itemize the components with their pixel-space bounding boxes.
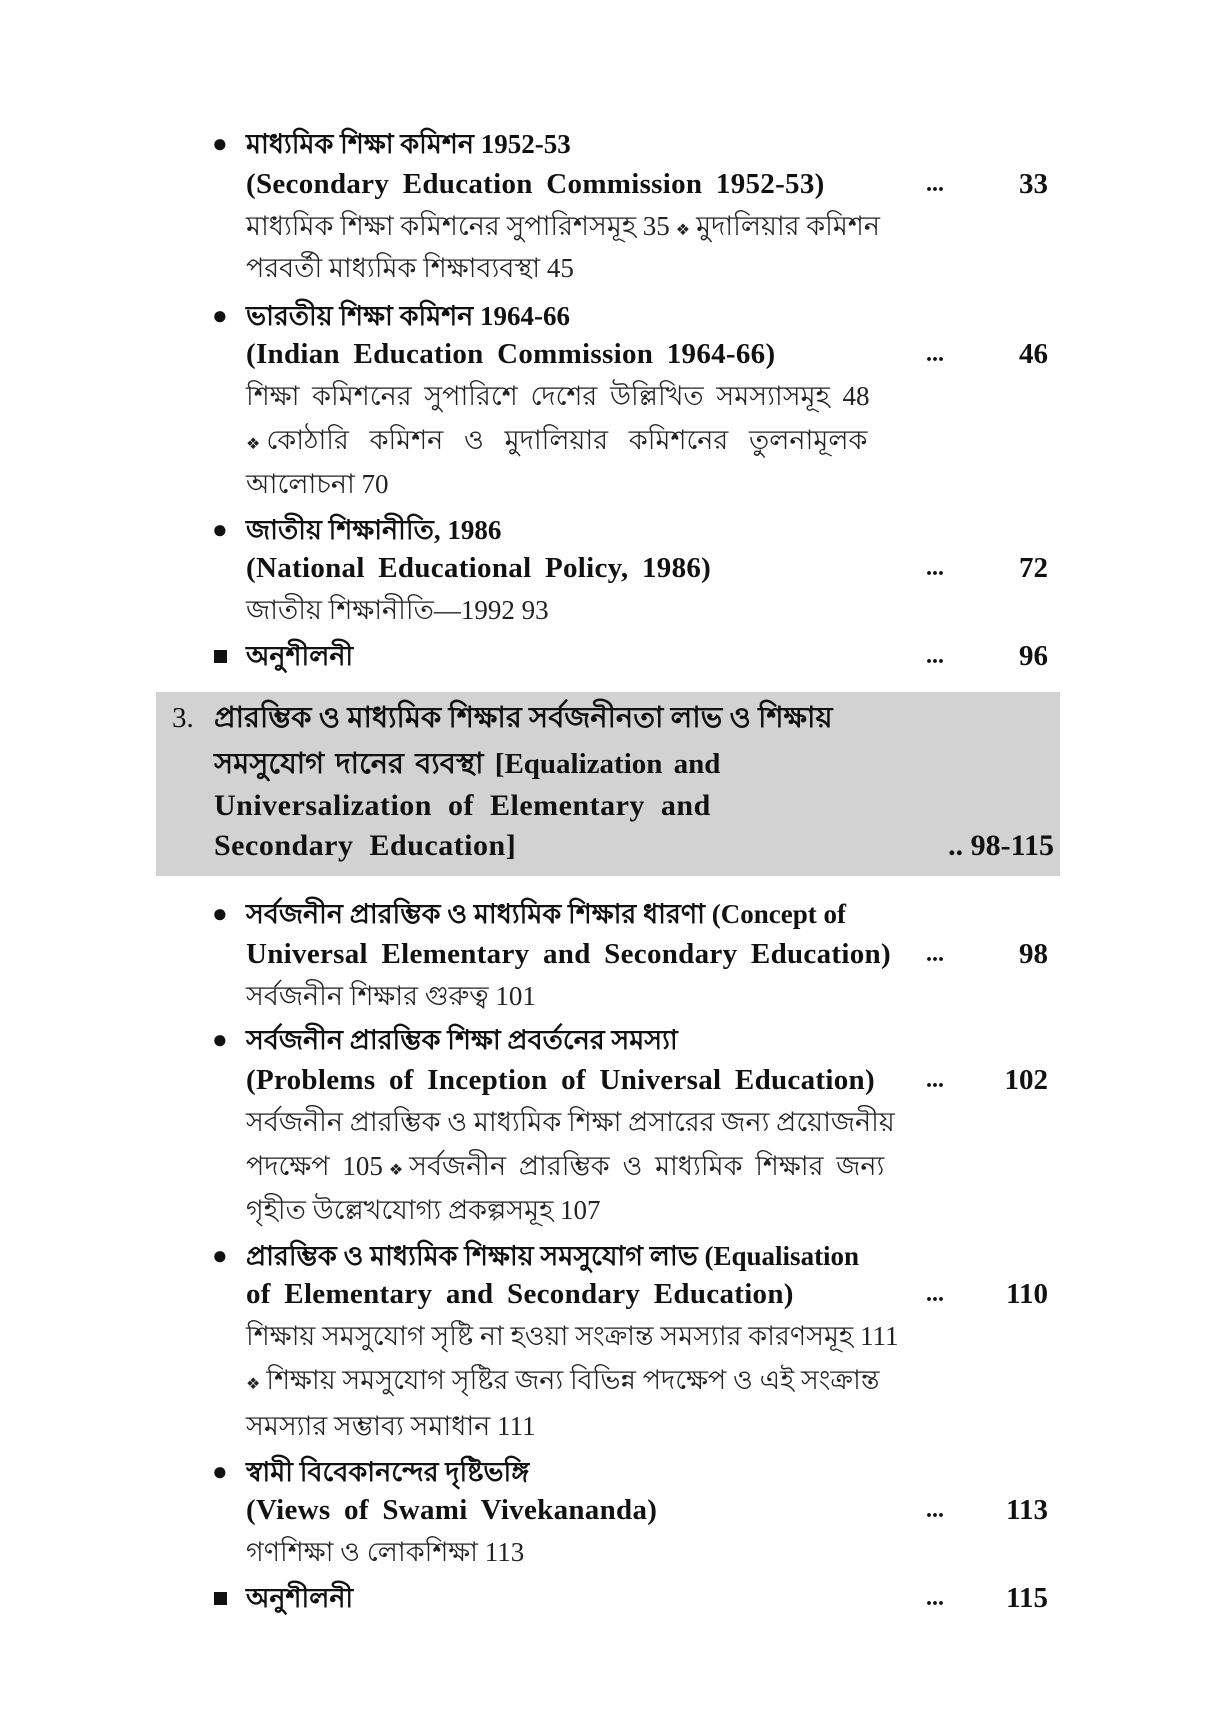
- subtopics-line: [0, 1406, 1214, 1446]
- subtopic: সর্বজনীন প্রারম্ভিক ও মাধ্যমিক শিক্ষার জন্য: [409, 1151, 885, 1181]
- toc-entry-vivekananda[interactable]: [0, 1490, 1214, 1530]
- toc-entry-secondary-commission[interactable]: [0, 164, 1214, 204]
- leader-dots: ...: [926, 171, 944, 197]
- section-bengali-title: স্বামী বিবেকানন্দের দৃষ্টিভঙ্গি: [246, 1457, 530, 1487]
- section-title: প্রারম্ভিক ও মাধ্যমিক শিক্ষায় সমসুযোগ লাভ (Equalisation: [246, 1241, 860, 1271]
- subtopic: সমস্যার সম্ভাব্য সমাধান 111: [246, 1411, 536, 1441]
- subtopic: মুদালিয়ার কমিশন: [696, 211, 880, 241]
- page-number: 46: [1019, 338, 1048, 370]
- diamond-separator-icon: ❖: [388, 1162, 404, 1179]
- chapter-title-line: [156, 698, 1060, 738]
- toc-section-secondary-commission-heading: [0, 124, 1214, 164]
- page-number: 113: [1006, 1494, 1048, 1526]
- bullet-icon: ●: [212, 1025, 228, 1054]
- toc-entry-exercise[interactable]: [0, 636, 1214, 676]
- subtopic: শিক্ষায় সমসুযোগ সৃষ্টির জন্য বিভিন্ন পদক্ষেপ ও এই সংক্রান্ত: [266, 1365, 880, 1395]
- subtopics-line: [0, 1532, 1214, 1572]
- chapter-title: Universalization of Elementary and: [214, 789, 711, 822]
- diamond-separator-icon: ❖: [675, 222, 691, 239]
- bullet-icon: ●: [212, 129, 228, 158]
- leader-dots: ...: [926, 341, 944, 367]
- section-english-title: (Secondary Education Commission 1952-53): [246, 168, 825, 200]
- subtopic: গণশিক্ষা ও লোকশিক্ষা 113: [246, 1537, 525, 1567]
- subtopics-line: [0, 1102, 1214, 1142]
- square-bullet-icon: [214, 650, 227, 663]
- toc-section-concept-heading: [0, 894, 1214, 934]
- chapter-3-heading[interactable]: [156, 692, 1060, 876]
- section-bengali-title: সর্বজনীন প্রারম্ভিক শিক্ষা প্রবর্তনের সমস্যা: [246, 1025, 678, 1055]
- chapter-page-range: .. 98-115: [948, 829, 1054, 862]
- subtopics-line: [0, 976, 1214, 1016]
- subtopics-line: [0, 464, 1214, 504]
- page-number: 72: [1019, 552, 1048, 584]
- exercise-label: অনুশীলনী: [246, 1583, 354, 1613]
- page-number: 110: [1006, 1278, 1048, 1310]
- chapter-title-line: [156, 826, 1060, 866]
- section-english-title: (Indian Education Commission 1964-66): [246, 338, 776, 370]
- subtopics-line: [0, 248, 1214, 288]
- exercise-label: অনুশীলনী: [246, 641, 354, 671]
- chapter-title: সমসুযোগ দানের ব্যবস্থা [Equalization and: [214, 748, 721, 780]
- leader-dots: ...: [926, 941, 944, 967]
- bullet-icon: ●: [212, 1457, 228, 1486]
- leader-dots: ...: [926, 1281, 944, 1307]
- section-english-title: (Views of Swami Vivekananda): [246, 1494, 658, 1526]
- page-number: 115: [1006, 1582, 1048, 1614]
- page-number: 98: [1019, 938, 1048, 970]
- subtopic: শিক্ষায় সমসুযোগ সৃষ্টি না হওয়া সংক্রান্ত সমস্যার কারণসমূহ 111: [246, 1321, 899, 1351]
- toc-section-vivekananda-heading: [0, 1452, 1214, 1492]
- subtopics-line: [0, 590, 1214, 630]
- subtopic: সর্বজনীন শিক্ষার গুরুত্ব 101: [246, 981, 536, 1011]
- toc-entry-problems[interactable]: [0, 1060, 1214, 1100]
- page-number: 102: [1004, 1064, 1048, 1096]
- toc-section-equalisation-heading: [0, 1236, 1214, 1276]
- leader-dots: ...: [926, 1067, 944, 1093]
- subtopic: পদক্ষেপ 105: [246, 1151, 383, 1181]
- square-bullet-icon: [214, 1592, 227, 1605]
- section-english-title: Universal Elementary and Secondary Education): [246, 938, 891, 970]
- leader-dots: ...: [926, 1497, 944, 1523]
- subtopic: শিক্ষা কমিশনের সুপারিশে দেশের উল্লিখিত সমস্যাসমূহ 48: [246, 381, 870, 411]
- toc-entry-national-policy[interactable]: [0, 548, 1214, 588]
- subtopic: মাধ্যমিক শিক্ষা কমিশনের সুপারিশসমূহ 35: [246, 211, 670, 241]
- subtopic: জাতীয় শিক্ষানীতি—1992 93: [246, 595, 549, 625]
- chapter-title-line: [156, 744, 1060, 784]
- subtopics-line: [0, 1316, 1214, 1356]
- section-bengali-title: ভারতীয় শিক্ষা কমিশন 1964-66: [246, 301, 571, 331]
- subtopic: আলোচনা 70: [246, 469, 389, 499]
- subtopics-line: [0, 1190, 1214, 1230]
- chapter-number: 3.: [172, 702, 194, 734]
- page-number: 96: [1019, 640, 1048, 672]
- section-english-title: (National Educational Policy, 1986): [246, 552, 712, 584]
- page-number: 33: [1019, 168, 1048, 200]
- subtopic: কোঠারি কমিশন ও মুদালিয়ার কমিশনের তুলনামূলক: [266, 425, 868, 455]
- subtopic: সর্বজনীন প্রারম্ভিক ও মাধ্যমিক শিক্ষা প্রসারের জন্য প্রয়োজনীয়: [246, 1107, 895, 1137]
- leader-dots: ...: [926, 555, 944, 581]
- toc-entry-indian-commission[interactable]: [0, 334, 1214, 374]
- diamond-separator-icon: ❖: [246, 1376, 261, 1393]
- section-english-title: of Elementary and Secondary Education): [246, 1278, 794, 1310]
- section-bengali-title: জাতীয় শিক্ষানীতি, 1986: [246, 515, 502, 545]
- chapter-title: প্রারম্ভিক ও মাধ্যমিক শিক্ষার সর্বজনীনতা লাভ ও শিক্ষায়: [214, 702, 833, 734]
- toc-section-indian-commission-heading: [0, 296, 1214, 336]
- chapter-title: Secondary Education]: [214, 829, 517, 862]
- section-bengali-title: মাধ্যমিক শিক্ষা কমিশন 1952-53: [246, 129, 571, 159]
- diamond-separator-icon: ❖: [246, 436, 261, 453]
- toc-section-problems-heading: [0, 1020, 1214, 1060]
- subtopics-line: [0, 376, 1214, 416]
- toc-entry-equalisation[interactable]: [0, 1274, 1214, 1314]
- subtopic: পরবর্তী মাধ্যমিক শিক্ষাব্যবস্থা 45: [246, 253, 574, 283]
- subtopics-line: [0, 420, 1214, 460]
- chapter-title-line: [156, 786, 1060, 826]
- bullet-icon: ●: [212, 515, 228, 544]
- leader-dots: ...: [926, 643, 944, 669]
- subtopics-line: [0, 1360, 1214, 1400]
- toc-entry-concept[interactable]: [0, 934, 1214, 974]
- toc-section-national-policy-heading: [0, 510, 1214, 550]
- subtopics-line: [0, 206, 1214, 246]
- bullet-icon: ●: [212, 1241, 228, 1270]
- subtopics-line: [0, 1146, 1214, 1186]
- bullet-icon: ●: [212, 899, 228, 928]
- section-english-title: (Problems of Inception of Universal Education): [246, 1064, 875, 1096]
- leader-dots: ...: [926, 1585, 944, 1611]
- subtopic: গৃহীত উল্লেখযোগ্য প্রকল্পসমূহ 107: [246, 1195, 601, 1225]
- bullet-icon: ●: [212, 301, 228, 330]
- toc-entry-exercise[interactable]: [0, 1578, 1214, 1618]
- section-title: সর্বজনীন প্রারম্ভিক ও মাধ্যমিক শিক্ষার ধারণা (Concept of: [246, 899, 846, 929]
